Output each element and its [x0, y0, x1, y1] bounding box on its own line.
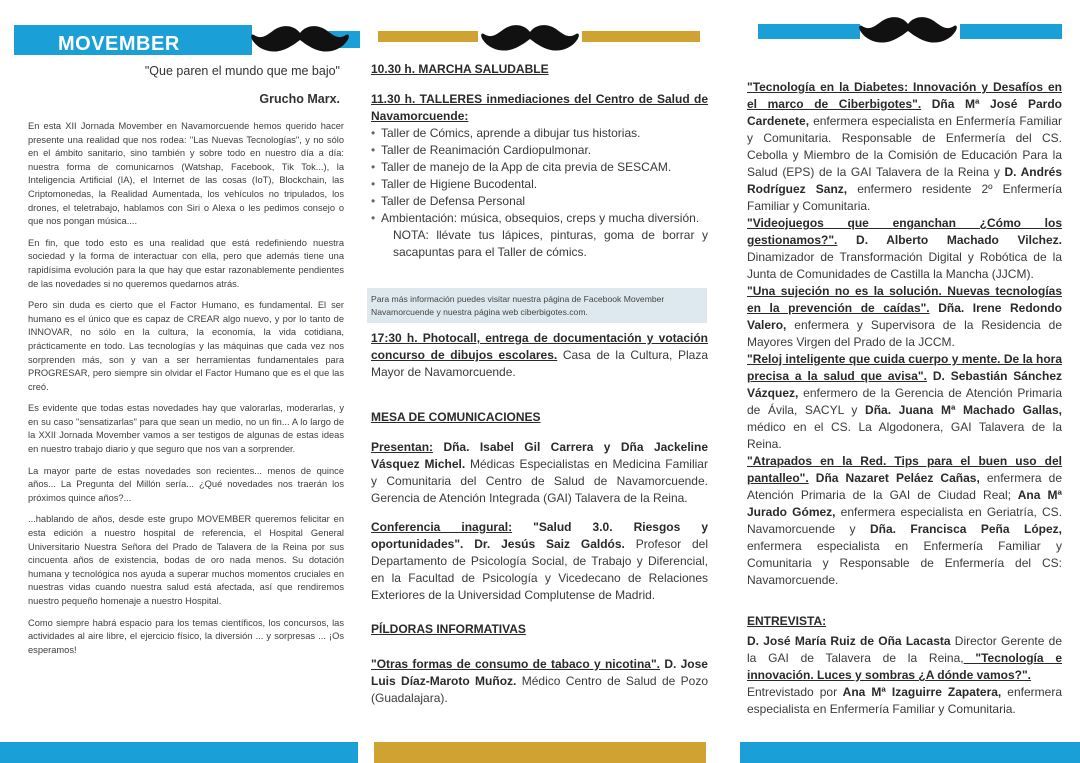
presentan-text: Médicas Especialistas en Medicina Familiar y Comunitaria del Centro de Salud de Navamorcuende. Gerencia de Atención Integrada (GAI) Talavera de la Reina. — [371, 457, 708, 505]
entrevista-text: Director Gerente de la GAI de Talavera de la Reina, — [747, 634, 1062, 665]
pildora-text: Médico Centro de Salud de Pozo (Guadalajara). — [371, 674, 708, 705]
panel-left — [0, 0, 360, 763]
entrevista-guest: D. José María Ruiz de Oña Lacasta — [747, 634, 951, 648]
header-bar-left — [378, 31, 478, 42]
mustache-icon — [858, 12, 958, 52]
pildora-title: "Tecnología en la Diabetes: Innovación y Desafíos en el marco de Ciberbigotes". — [747, 80, 1062, 111]
header-bar-right — [960, 24, 1062, 39]
pildora-speaker: Dña. Juana Mª Machado Gallas, — [857, 403, 1062, 417]
pildora-title: "Videojuegos que enganchan ¿Cómo los gestionamos?". — [747, 216, 1062, 247]
presentan-label: Presentan: — [371, 440, 434, 454]
presentan-names: Dña. Isabel Gil Carrera y Dña Jackeline Vásquez Michel. — [371, 440, 708, 471]
list-item: • Taller de Defensa Personal — [371, 193, 708, 210]
pildora-speaker: Ana Mª Jurado Gómez, — [747, 488, 1062, 519]
paragraph: En esta XII Jornada Movember en Navamorcuende hemos querido hacer presente una realidad que nos rodea: "Las Nuevas Tecnologías", y no sólo en el ámbito sanitario, sino también y sobre todo en nuestro día a día: nuestra forma de comunicarnos (Watshap, Facebook, Tik Tok...), la Inteligencia Artificial (IA), el Internet de las cosas (IoT), Blockchain, las Criptomonedas, la Realidad Aumentada, los vehículos no tripulados, los drones, el teletrabajo, hablamos con Siri o Alexa o les pedimos consejo o que nos pongan música.... — [28, 121, 344, 227]
quote: "Que paren el mundo que me bajo" — [144, 64, 340, 78]
info-box: Para más información puedes visitar nuestra página de Facebook Movember Navamorcuende y nuestra página web ciberbigotes.com. — [367, 288, 707, 323]
pildora-title: "Reloj inteligente que cuida cuerpo y mente. De la hora precisa a la salud que avisa". — [747, 352, 1062, 383]
pildora-text: enfermera especialista en Enfermería Familiar y Comunitaria y Responsable de Enfermería del CS: Navamorcuende. — [747, 539, 1062, 587]
pildora-speaker: Dña Nazaret Peláez Cañas, — [808, 471, 980, 485]
pildora-title: "Otras formas de consumo de tabaco y nicotina". — [371, 657, 660, 671]
pildora-text: enfermero de la Gerencia de Atención Primaria de Ávila, SACYL y — [747, 386, 1062, 417]
entrevista-topic: "Tecnología e innovación. Luces y sombras ¿A dónde vamos?". — [747, 651, 1062, 682]
conf-label: Conferencia inagural: — [371, 520, 513, 534]
photocall-place: Casa de la Cultura, Plaza Mayor de Navamorcuende. — [371, 348, 709, 379]
pildora-4 — [747, 283, 1062, 351]
mustache-icon — [480, 20, 580, 60]
entrevista-heading: ENTREVISTA: — [747, 614, 827, 628]
footer-bar — [740, 742, 1080, 763]
photocall-heading: 17:30 h. Photocall, entrega de documentación y votación concurso de dibujos escolares. — [371, 331, 708, 362]
header-bar-right — [582, 31, 700, 42]
paragraph: ...hablando de años, desde este grupo MOVEMBER queremos felicitar en esta edición a nuestro hospital de referencia, el Hospital General Universitario Nuestra Señora del Prado de Talavera de la Reina por sus cincuenta años de existencia, bodas de oro nada menos. Su dotación humana y tecnológica nos ayuda a superar muchos momentos cruciales en nuestras vidas cuando nuestra salud está afectada, así que rendiremos nuestro pequeño homenaje a nuestro Hospital. — [28, 514, 344, 606]
pildora-speaker: D. Andrés Rodríguez Sanz, — [747, 165, 1062, 196]
talleres-list — [371, 125, 708, 227]
header-bar-left — [758, 24, 860, 39]
page-title: MOVEMBER — [58, 33, 180, 55]
paragraph: Pero sin duda es cierto que el Factor Humano, es fundamental. El ser humano es el único que es capaz de CREAR algo nuevo, y por lo tanto de INNOVAR, no sólo en la cultura, la economía, la vida cotidiana, prácticamente en todo. Las tecnologías y las máquinas que cada vez nos sorprenden más, son y van a ser herramientas fundamentales para PROGRESAR, pero siempre sin olvidar el Factor Humano que es el que las creó. — [28, 300, 344, 392]
list-item: • Ambientación: música, obsequios, creps y mucha diversión. — [371, 210, 708, 227]
pildora-text: enfermero residente 2º Enfermería Familiar y Comunitaria. — [747, 182, 1062, 213]
photocall — [371, 330, 708, 381]
pildora-5 — [747, 351, 1062, 453]
entrevista-host: Ana Mª Izaguirre Zapatera, — [837, 685, 1002, 699]
mustache-icon — [250, 21, 350, 61]
entrevista-by-label: Entrevistado por — [747, 685, 838, 699]
list-item: • Taller de Higiene Bucodental. — [371, 176, 708, 193]
conf-title: "Salud 3.0. Riesgos y oportunidades". — [371, 520, 708, 551]
paragraph: La mayor parte de estas novedades son recientes... menos de quince años... La Pregunta del Millón sería... ¿Qué novedades nos traerán los próximos quince años?... — [28, 465, 344, 503]
pildora-speaker: D. Alberto Machado Vilchez. — [837, 233, 1062, 247]
talleres-heading: 11.30 h. TALLERES inmediaciones del Centro de Salud de Navamorcuende: — [371, 92, 708, 123]
pildora-text: Dinamizador de Transformación Digital y Robótica de la Junta de Comunidades de Castilla la Mancha (JJCM). — [747, 250, 1062, 281]
pildora-6 — [747, 453, 1062, 589]
pildora-speaker: Dña. Francisca Peña López, — [855, 522, 1062, 536]
list-item: • Taller de Cómics, aprende a dibujar tus historias. — [371, 125, 708, 142]
list-item: • Taller de manejo de la App de cita previa de SESCAM. — [371, 159, 708, 176]
panel-middle — [360, 0, 720, 763]
pildora-text: enfermera y Supervisora de la Residencia de Mayores Virgen del Prado de la JCCM. — [747, 318, 1062, 349]
quote-author: Grucho Marx. — [259, 92, 340, 106]
entrevista-by — [747, 684, 1062, 718]
intro-text — [28, 120, 344, 665]
pildora-3 — [747, 215, 1062, 283]
agenda-afternoon — [371, 330, 708, 707]
agenda-morning — [371, 61, 708, 261]
pildora-text: enfermera de Atención Primaria de la GAI de Ciudad Real; — [747, 471, 1062, 502]
conf-speaker: Dr. Jesús Saiz Galdós. — [463, 537, 625, 551]
pildora-text: enfermera especialista en Enfermería Familiar y Comunitaria. Responsable de Enfermería del CS. Cebolla y Miembro de la Comisión de Educación Para la Salud (EPS) de la GAI Talavera de la Reina y — [747, 114, 1062, 179]
footer-bar — [374, 742, 706, 763]
entrevista-host-text: enfermera especialista en Enfermería Familiar y Comunitaria. — [747, 685, 1062, 716]
list-item: • Taller de Reanimación Cardiopulmonar. — [371, 142, 708, 159]
pildora-title: "Una sujeción no es la solución. Nuevas tecnologías en la prevención de caídas". — [747, 284, 1062, 315]
pildoras-heading: PÍLDORAS INFORMATIVAS — [371, 622, 526, 636]
pildora-2 — [747, 79, 1062, 215]
pildora-title: "Atrapados en la Red. Tips para el buen uso del pantalleo". — [747, 454, 1062, 485]
mesa-heading: MESA DE COMUNICACIONES — [371, 410, 541, 424]
pildora-1 — [371, 656, 708, 707]
paragraph: Es evidente que todas estas novedades hay que valorarlas, moderarlas, y en su caso "sensatizarlas" para que sean un medio, no un fin... A lo largo de la XXII Jornada Movember vamos a ser testigos de algunas de estas ideas en nuestro trabajo diario y que seguro que nos van a sorprender. — [28, 403, 344, 455]
conf-text: Profesor del Departamento de Psicología Social, de Trabajo y Diferencial, en la Facultad de Psicología y Vicedecano de Relaciones Exteriores de la Universidad Complutense de Madrid. — [371, 537, 708, 602]
pildora-speaker: Dña. Irene Redondo Valero, — [747, 301, 1062, 332]
marcha-heading: 10.30 h. MARCHA SALUDABLE — [371, 62, 549, 76]
footer-bar — [0, 742, 358, 763]
conferencia — [371, 519, 708, 604]
pildora-speaker: Dña Mª José Pardo Cardenete, — [747, 97, 1062, 128]
pildora-speaker: D. Jose Luis Díaz-Maroto Muñoz. — [371, 657, 708, 688]
pildora-speaker: D. Sebastián Sánchez Vázquez, — [747, 369, 1062, 400]
panel-right — [720, 0, 1080, 763]
presentan — [371, 439, 708, 507]
paragraph: En fin, que todo esto es una realidad que está redefiniendo nuestra sociedad y la forma de interactuar con ella, pero que además tiene una rapidísima evolución para la que hay que estar razonablemente pendientes de las novedades si no queremos quedarnos atrás. — [28, 237, 344, 289]
pildora-text: enfermera especialista en Geriatría, CS. Navamorcuende y — [747, 505, 1062, 536]
entrevista — [747, 633, 1062, 684]
paragraph: Como siempre habrá espacio para los temas científicos, los concursos, las actividades al aire libre, el ejercicio físico, la diversión ... y sorpresas ... ¡Os esperamos! — [28, 617, 344, 655]
pildoras-continued — [747, 79, 1062, 718]
pildora-text: médico en el CS. La Algodonera, GAI Talavera de la Reina. — [747, 420, 1062, 451]
nota: NOTA: llévate tus lápices, pinturas, goma de borrar y sacapuntas para el Taller de cómics. — [393, 228, 708, 259]
